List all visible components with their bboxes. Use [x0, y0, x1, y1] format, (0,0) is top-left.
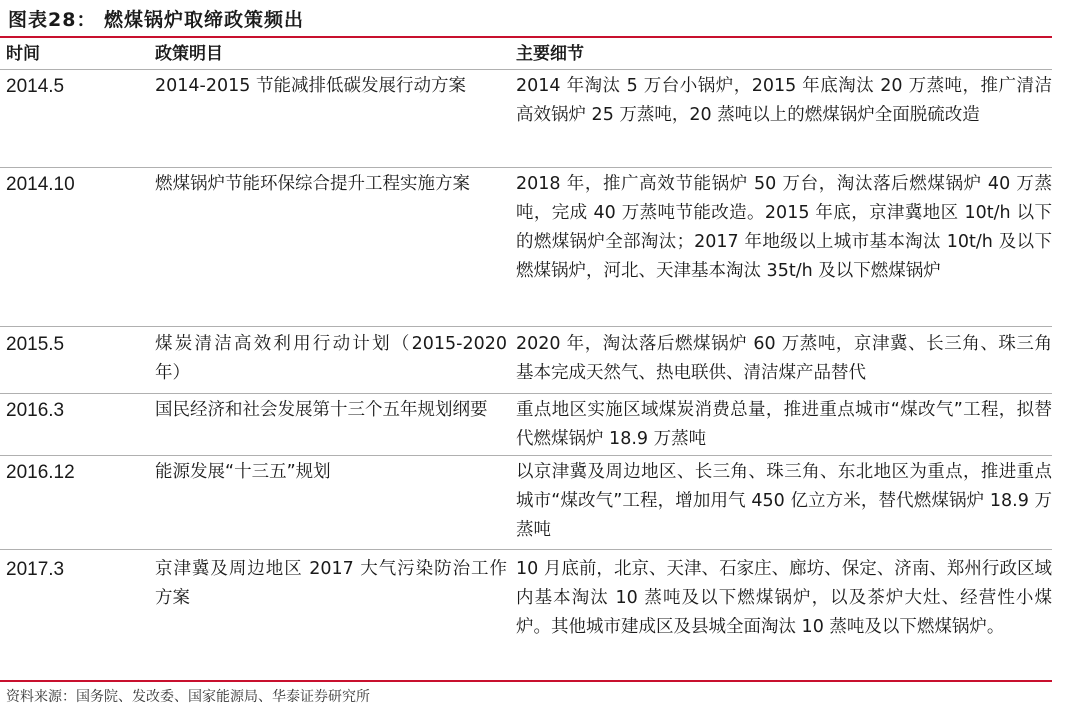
header-rule	[0, 69, 1052, 70]
row-details: 以京津冀及周边地区、长三角、珠三角、东北地区为重点，推进重点城市“煤改气”工程，增加用气 450 亿立方米，替代燃煤锅炉 18.9 万蒸吨	[516, 462, 1052, 540]
row-time: 2017.3	[6, 559, 65, 580]
source-note: 资料来源：国务院、发改委、国家能源局、华泰证券研究所	[6, 689, 370, 705]
row-policy: 京津冀及周边地区 2017 大气污染防治工作方案	[155, 559, 507, 608]
header-time: 时间	[6, 44, 40, 64]
table-row	[0, 396, 1052, 454]
row-details: 重点地区实施区域煤炭消费总量，推进重点城市“煤改气”工程，拟替代燃煤锅炉 18.9 万蒸吨	[516, 400, 1052, 449]
title-rule	[0, 36, 1052, 38]
table-row	[0, 170, 1052, 322]
row-policy: 国民经济和社会发展第十三个五年规划纲要	[155, 400, 488, 420]
row-time: 2015.5	[6, 334, 65, 355]
table-title-bar	[0, 0, 1070, 36]
row-divider	[0, 326, 1052, 327]
row-divider	[0, 167, 1052, 168]
table-row	[0, 72, 1052, 166]
row-time: 2016.3	[6, 400, 65, 421]
row-details: 2018 年，推广高效节能锅炉 50 万台，淘汰落后燃煤锅炉 40 万蒸吨，完成 40 万蒸吨节能改造。2015 年底，京津冀地区 10t/h 以下的燃煤锅炉全部淘汰；2017 年地级以上城市基本淘汰 10t/h 及以下燃煤锅炉，河北、天津基本淘汰 35t/h 及以下燃煤锅炉	[516, 174, 1052, 281]
table-row	[0, 458, 1052, 548]
row-policy: 燃煤锅炉节能环保综合提升工程实施方案	[155, 174, 470, 194]
table-header	[0, 40, 1052, 68]
table-row	[0, 555, 1052, 675]
row-policy: 能源发展“十三五”规划	[155, 462, 331, 482]
row-divider	[0, 549, 1052, 550]
header-policy: 政策明目	[155, 44, 223, 64]
row-time: 2014.10	[6, 174, 75, 195]
row-time: 2016.12	[6, 462, 75, 483]
row-details: 2014 年淘汰 5 万台小锅炉，2015 年底淘汰 20 万蒸吨，推广清洁高效锅炉 25 万蒸吨，20 蒸吨以上的燃煤锅炉全面脱硫改造	[516, 76, 1052, 125]
row-time: 2014.5	[6, 76, 65, 97]
table-bottom-rule	[0, 680, 1052, 682]
row-details: 2020 年，淘汰落后燃煤锅炉 60 万蒸吨，京津冀、长三角、珠三角基本完成天然气、热电联供、清洁煤产品替代	[516, 334, 1052, 383]
row-policy: 2014-2015 节能减排低碳发展行动方案	[155, 76, 466, 96]
table-title: 图表28： 燃煤锅炉取缔政策频出	[8, 8, 305, 31]
row-divider	[0, 393, 1052, 394]
row-details: 10 月底前，北京、天津、石家庄、廊坊、保定、济南、郑州行政区域内基本淘汰 10 蒸吨及以下燃煤锅炉，以及茶炉大灶、经营性小煤炉。其他城市建成区及县城全面淘汰 10 蒸吨及以下燃煤锅炉。	[516, 559, 1052, 637]
row-policy: 煤炭清洁高效利用行动计划（2015-2020 年）	[155, 334, 507, 383]
row-divider	[0, 455, 1052, 456]
table-row	[0, 330, 1052, 392]
header-details: 主要细节	[516, 44, 584, 64]
